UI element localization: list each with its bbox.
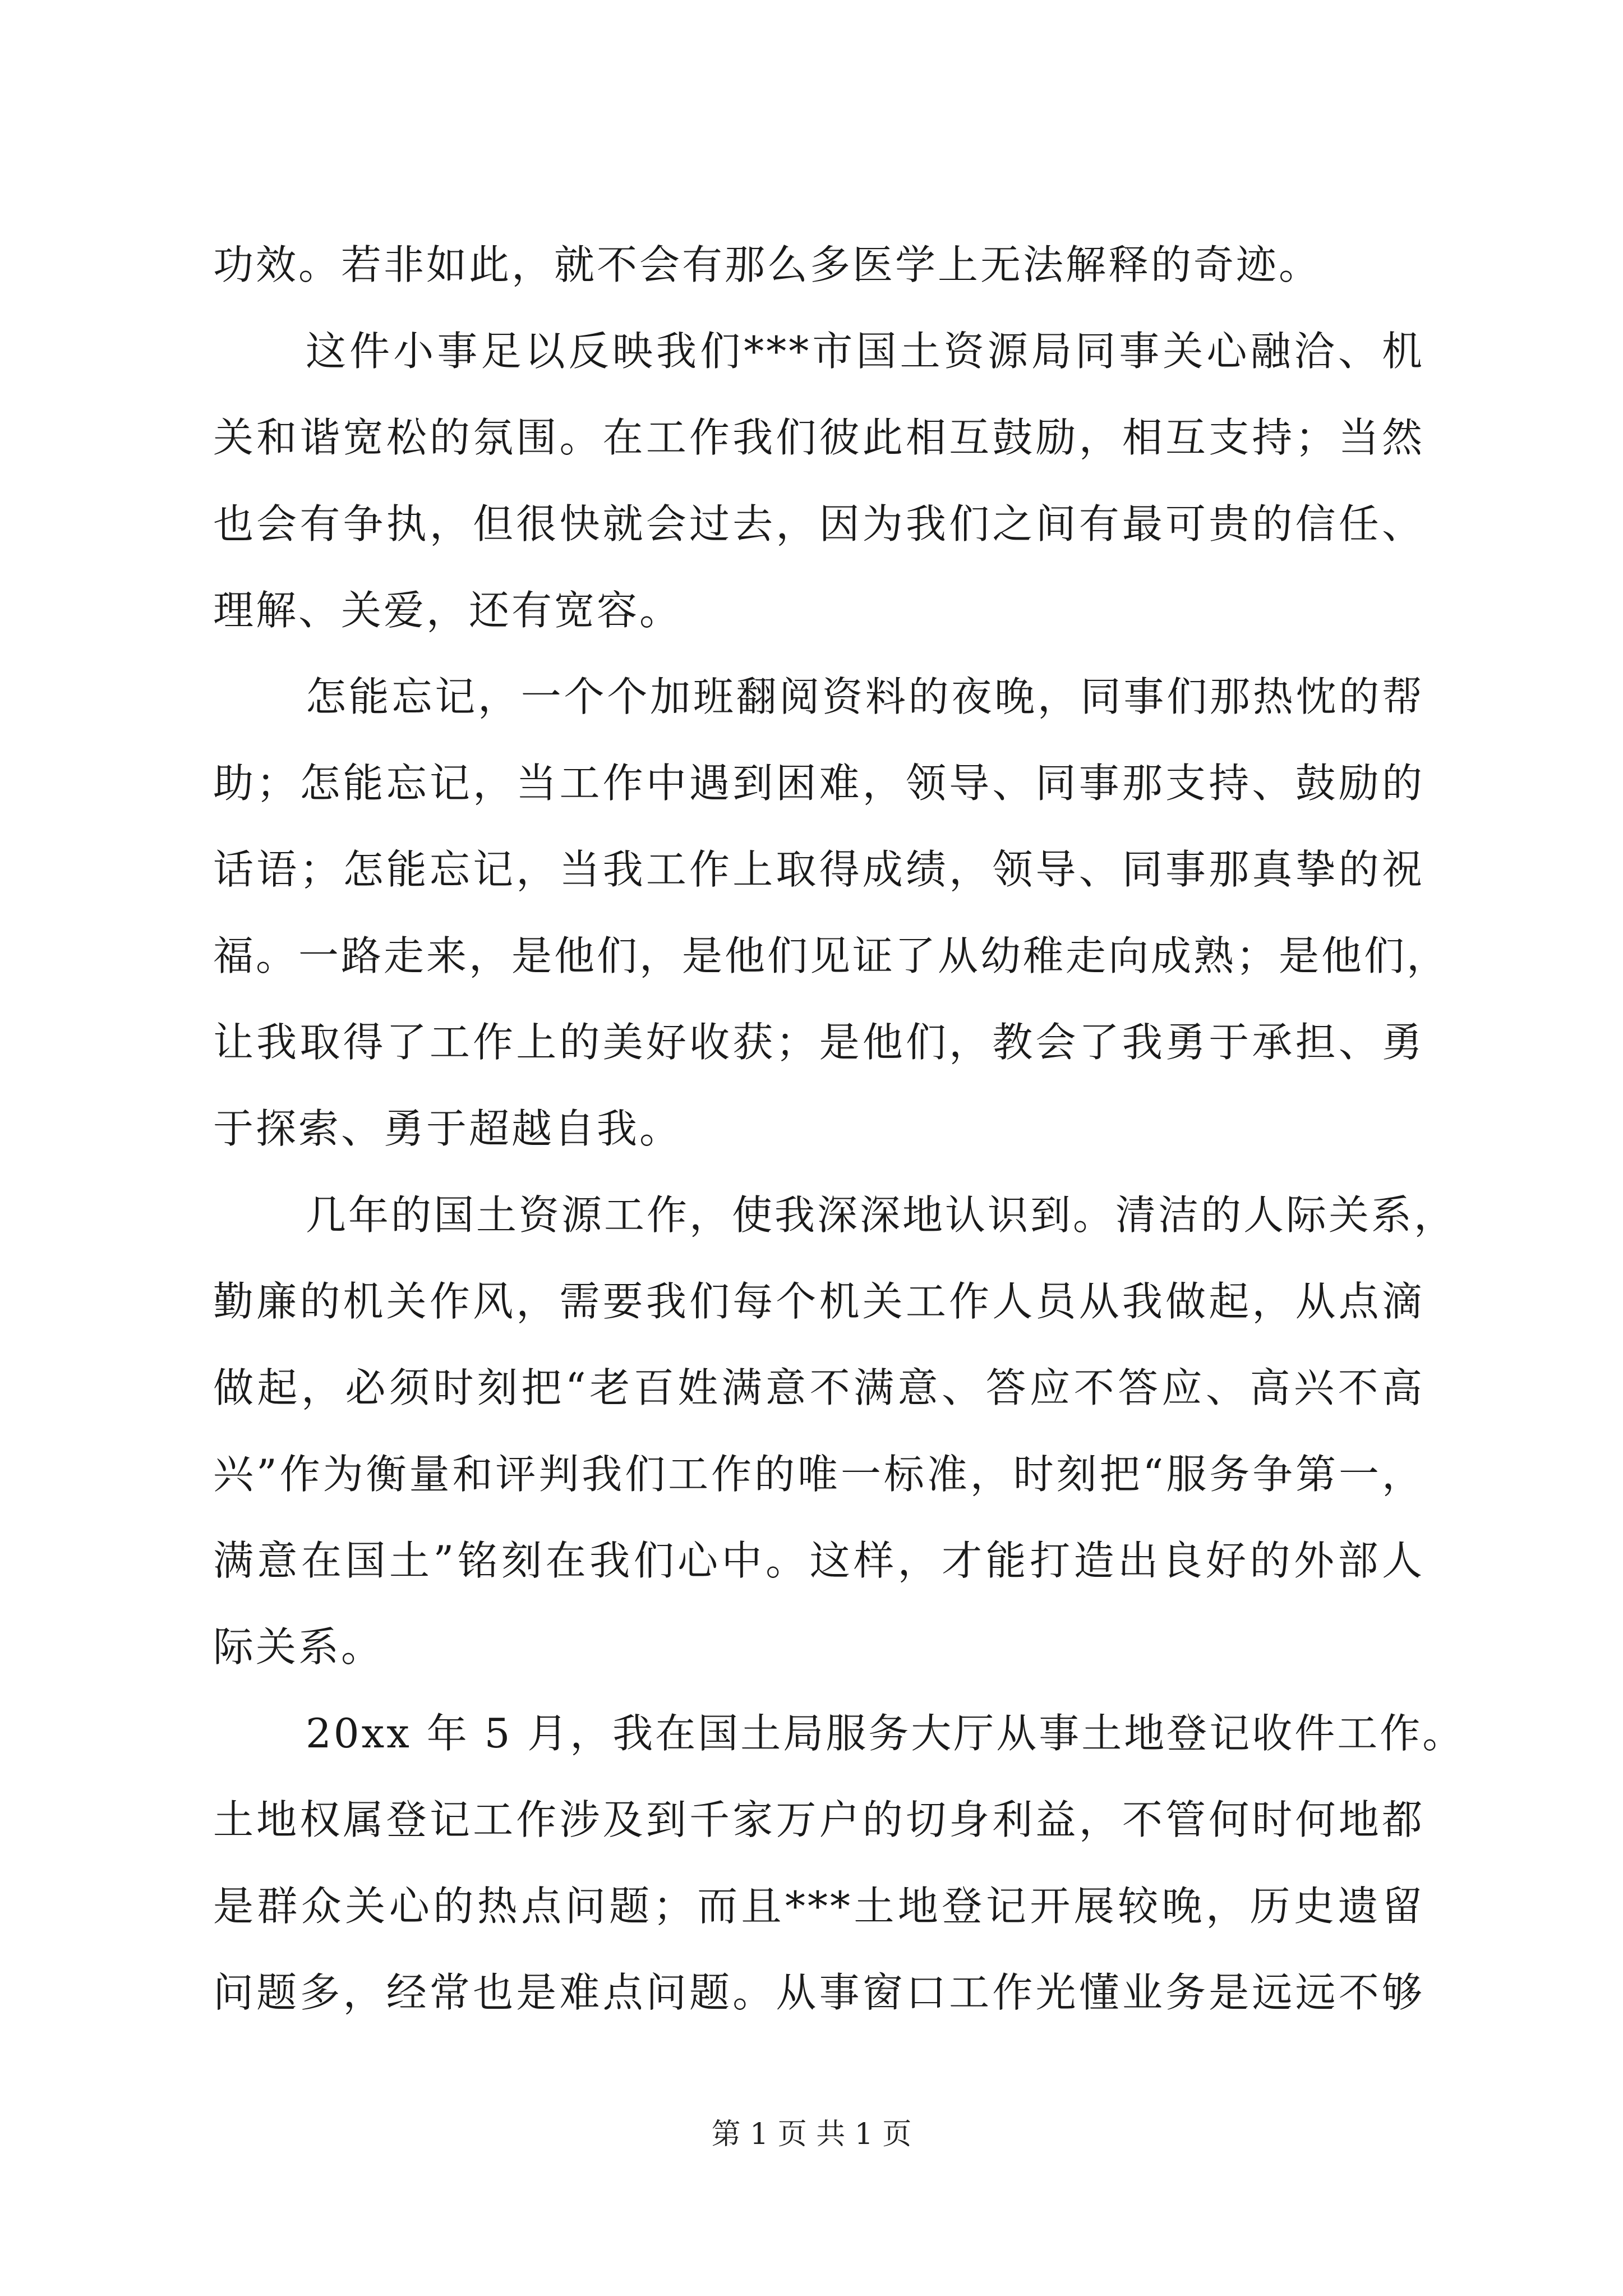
paragraph-4-line-5: 满意在国土”铭刻在我们心中。这样，才能打造出良好的外部人 [213, 1537, 1424, 1584]
paragraph-4-line-6: 际关系。 [213, 1623, 384, 1671]
paragraph-4-line-2: 勤廉的机关作风，需要我们每个机关工作人员从我做起，从点滴 [213, 1278, 1424, 1325]
paragraph-2-line-2: 关和谐宽松的氛围。在工作我们彼此相互鼓励，相互支持；当然 [213, 414, 1424, 461]
paragraph-5-line-3: 是群众关心的热点问题；而且***土地登记开展较晚，历史遗留 [213, 1883, 1424, 1930]
paragraph-3-line-2: 助；怎能忘记，当工作中遇到困难，领导、同事那支持、鼓励的 [213, 760, 1424, 807]
paragraph-5-line-4: 问题多，经常也是难点问题。从事窗口工作光懂业务是远远不够 [213, 1969, 1424, 2016]
paragraph-4-line-3: 做起，必须时刻把“老百姓满意不满意、答应不答应、高兴不高 [213, 1364, 1424, 1411]
page-number-footer: 第 1 页 共 1 页 [711, 2118, 912, 2151]
paragraph-3-line-6: 于探索、勇于超越自我。 [213, 1105, 683, 1152]
paragraph-5-line-1: 20xx 年 5 月，我在国土局服务大厅从事土地登记收件工作。 [306, 1710, 1465, 1757]
paragraph-3-line-4: 福。一路走来，是他们，是他们见证了从幼稚走向成熟；是他们， [213, 932, 1450, 979]
paragraph-4-line-1: 几年的国土资源工作，使我深深地认识到。清洁的人际关系， [306, 1191, 1457, 1239]
paragraph-3-line-5: 让我取得了工作上的美好收获；是他们，教会了我勇于承担、勇 [213, 1019, 1424, 1066]
paragraph-5-line-2: 土地权属登记工作涉及到千家万户的切身利益，不管何时何地都 [213, 1796, 1424, 1843]
paragraph-2-line-1: 这件小事足以反映我们***市国土资源局同事关心融洽、机 [306, 328, 1424, 375]
paragraph-2-line-4: 理解、关爱，还有宽容。 [213, 587, 683, 634]
paragraph-4-line-4: 兴”作为衡量和评判我们工作的唯一标准，时刻把“服务争第一， [213, 1451, 1424, 1498]
paragraph-1-line-1: 功效。若非如此，就不会有那么多医学上无法解释的奇迹。 [213, 241, 1322, 288]
document-body [213, 222, 1465, 2036]
paragraph-2-line-3: 也会有争执，但很快就会过去，因为我们之间有最可贵的信任、 [213, 500, 1424, 547]
paragraph-3-line-1: 怎能忘记，一个个加班翻阅资料的夜晚，同事们那热忱的帮 [306, 673, 1424, 720]
paragraph-3-line-3: 话语；怎能忘记，当我工作上取得成绩，领导、同事那真挚的祝 [213, 846, 1424, 893]
